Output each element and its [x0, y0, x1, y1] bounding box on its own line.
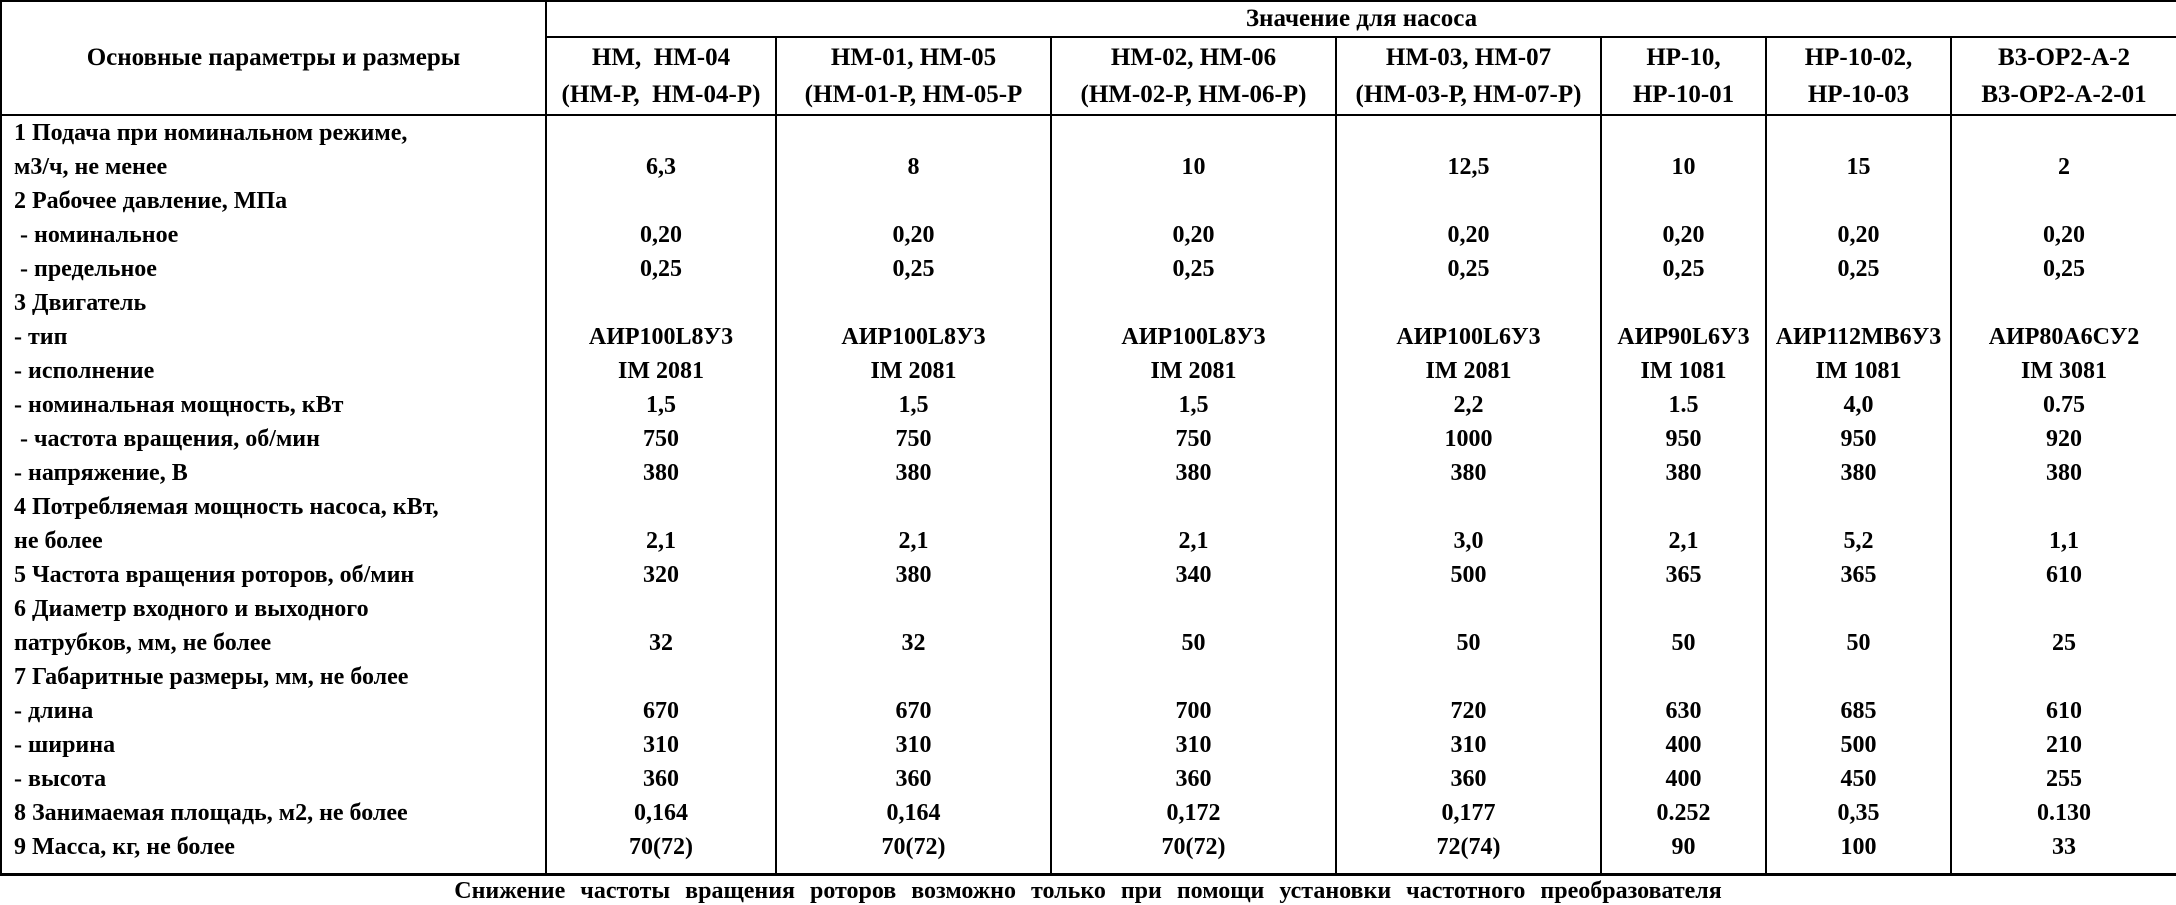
param-label: - длина [1, 694, 546, 728]
table-row [1, 115, 2176, 150]
group-header-row [1, 1, 2176, 37]
value-cell [546, 115, 776, 150]
value-cell: АИР100L8У3 [546, 320, 776, 354]
table-row [1, 354, 2176, 388]
value-cell: 380 [776, 558, 1051, 592]
value-cell [1766, 592, 1951, 626]
value-cell: 610 [1951, 558, 2176, 592]
value-cell: 0,35 [1766, 796, 1951, 830]
value-cell [1601, 490, 1766, 524]
param-label: - номинальная мощность, кВт [1, 388, 546, 422]
value-cell: 210 [1951, 728, 2176, 762]
param-label: 7 Габаритные размеры, мм, не более [1, 660, 546, 694]
value-cell: IM 2081 [546, 354, 776, 388]
table-row [1, 286, 2176, 320]
value-cell: 340 [1051, 558, 1336, 592]
value-cell: 1,5 [1051, 388, 1336, 422]
value-cell: 920 [1951, 422, 2176, 456]
value-cell: IM 2081 [1051, 354, 1336, 388]
value-cell [776, 490, 1051, 524]
value-cell: 0,20 [1951, 218, 2176, 252]
value-cell: 360 [1336, 762, 1601, 796]
value-cell: 1,5 [546, 388, 776, 422]
value-cell: 10 [1051, 150, 1336, 184]
column-header [1766, 37, 1951, 115]
value-cell: 2,1 [776, 524, 1051, 558]
value-cell: 0,25 [1051, 252, 1336, 286]
value-cell [1951, 490, 2176, 524]
value-cell: 950 [1601, 422, 1766, 456]
param-label: 8 Занимаемая площадь, м2, не более [1, 796, 546, 830]
value-cell [1336, 184, 1601, 218]
value-cell: 0,25 [546, 252, 776, 286]
value-cell [546, 184, 776, 218]
value-cell: 0,172 [1051, 796, 1336, 830]
value-cell: 0,25 [1336, 252, 1601, 286]
column-header-line2: (НМ-01-Р, НМ-05-Р [804, 81, 1023, 108]
value-cell [1051, 660, 1336, 694]
table-row [1, 150, 2176, 184]
value-cell: 670 [776, 694, 1051, 728]
value-cell: 70(72) [776, 830, 1051, 874]
value-cell: 15 [1766, 150, 1951, 184]
value-cell [1336, 115, 1601, 150]
param-label: не более [1, 524, 546, 558]
value-cell [1051, 592, 1336, 626]
value-cell: 685 [1766, 694, 1951, 728]
param-label: 1 Подача при номинальном режиме, [1, 115, 546, 150]
value-cell: 500 [1766, 728, 1951, 762]
value-cell [546, 592, 776, 626]
value-cell: 5,2 [1766, 524, 1951, 558]
column-header [1601, 37, 1766, 115]
table-row [1, 830, 2176, 874]
value-cell: IM 2081 [1336, 354, 1601, 388]
column-header [1051, 37, 1336, 115]
value-cell: 670 [546, 694, 776, 728]
value-cell: 33 [1951, 830, 2176, 874]
group-header: Значение для насоса [546, 1, 2176, 37]
value-cell: 500 [1336, 558, 1601, 592]
table-row [1, 388, 2176, 422]
value-cell: 0,25 [776, 252, 1051, 286]
column-header-line1: НР-10-02, [1804, 44, 1913, 71]
value-cell: АИР90L6У3 [1601, 320, 1766, 354]
value-cell: 380 [1951, 456, 2176, 490]
value-cell: 12,5 [1336, 150, 1601, 184]
value-cell: 380 [1051, 456, 1336, 490]
value-cell: 400 [1601, 728, 1766, 762]
value-cell: 50 [1336, 626, 1601, 660]
value-cell: 380 [546, 456, 776, 490]
param-label: - частота вращения, об/мин [1, 422, 546, 456]
value-cell: 2,1 [546, 524, 776, 558]
value-cell: 0,20 [1601, 218, 1766, 252]
table-row [1, 694, 2176, 728]
value-cell [1766, 286, 1951, 320]
column-header-line1: НМ-02, НМ-06 [1110, 44, 1277, 71]
param-label: м3/ч, не менее [1, 150, 546, 184]
value-cell: АИР100L6У3 [1336, 320, 1601, 354]
value-cell: 32 [776, 626, 1051, 660]
value-cell: 2 [1951, 150, 2176, 184]
column-header-line1: В3-ОР2-А-2 [1998, 44, 2130, 71]
param-label: - высота [1, 762, 546, 796]
value-cell [1051, 184, 1336, 218]
value-cell: 380 [1336, 456, 1601, 490]
value-cell: 2,2 [1336, 388, 1601, 422]
table-row [1, 592, 2176, 626]
table-row [1, 796, 2176, 830]
value-cell: 0,25 [1951, 252, 2176, 286]
value-cell: 380 [1766, 456, 1951, 490]
value-cell: IM 1081 [1601, 354, 1766, 388]
column-header [1951, 37, 2176, 115]
table-row [1, 184, 2176, 218]
value-cell [776, 592, 1051, 626]
footnote: Снижение частоты вращения роторов возможно только при помощи установки частотного преобразователя [454, 877, 1722, 904]
param-label: - номинальное [1, 218, 546, 252]
value-cell: 72(74) [1336, 830, 1601, 874]
param-label: 9 Масса, кг, не более [1, 830, 546, 874]
value-cell: 50 [1766, 626, 1951, 660]
value-cell: АИР112МВ6У3 [1766, 320, 1951, 354]
value-cell [1951, 286, 2176, 320]
column-header-line2: В3-ОР2-А-2-01 [1981, 81, 2147, 108]
value-cell [1951, 184, 2176, 218]
value-cell: 0,20 [1051, 218, 1336, 252]
table-row [1, 218, 2176, 252]
value-cell: 6,3 [546, 150, 776, 184]
value-cell [1951, 592, 2176, 626]
value-cell [1601, 286, 1766, 320]
table-row [1, 490, 2176, 524]
table-row [1, 320, 2176, 354]
value-cell [1601, 592, 1766, 626]
value-cell: 950 [1766, 422, 1951, 456]
column-header [1336, 37, 1601, 115]
value-cell [546, 286, 776, 320]
column-header-line2: (НМ-02-Р, НМ-06-Р) [1080, 81, 1307, 108]
value-cell: 365 [1601, 558, 1766, 592]
param-label: 3 Двигатель [1, 286, 546, 320]
value-cell: 450 [1766, 762, 1951, 796]
value-cell: 0,177 [1336, 796, 1601, 830]
value-cell [1766, 490, 1951, 524]
value-cell: IM 3081 [1951, 354, 2176, 388]
value-cell: IM 2081 [776, 354, 1051, 388]
table-row [1, 626, 2176, 660]
value-cell: 255 [1951, 762, 2176, 796]
table-row [1, 422, 2176, 456]
column-header-line1: НМ-03, НМ-07 [1385, 44, 1552, 71]
value-cell [1051, 115, 1336, 150]
value-cell: 2,1 [1051, 524, 1336, 558]
value-cell [1766, 115, 1951, 150]
value-cell [1051, 286, 1336, 320]
param-label: 5 Частота вращения роторов, об/мин [1, 558, 546, 592]
value-cell: 32 [546, 626, 776, 660]
value-cell: 0,20 [776, 218, 1051, 252]
table-row [1, 456, 2176, 490]
value-cell: 0.252 [1601, 796, 1766, 830]
value-cell: 0,20 [1336, 218, 1601, 252]
value-cell: 4,0 [1766, 388, 1951, 422]
value-cell [1051, 490, 1336, 524]
value-cell [1766, 660, 1951, 694]
value-cell: 3,0 [1336, 524, 1601, 558]
value-cell [1601, 184, 1766, 218]
value-cell: 8 [776, 150, 1051, 184]
param-label: - предельное [1, 252, 546, 286]
column-header-line2: (НМ-Р, НМ-04-Р) [561, 81, 761, 108]
value-cell [1951, 660, 2176, 694]
value-cell [1336, 660, 1601, 694]
value-cell: 0,25 [1766, 252, 1951, 286]
value-cell [1336, 490, 1601, 524]
value-cell: 750 [1051, 422, 1336, 456]
column-header-line2: НР-10-01 [1632, 81, 1735, 108]
value-cell: 750 [776, 422, 1051, 456]
value-cell: 25 [1951, 626, 2176, 660]
column-header [776, 37, 1051, 115]
value-cell: 310 [546, 728, 776, 762]
value-cell: 360 [776, 762, 1051, 796]
value-cell: 1.5 [1601, 388, 1766, 422]
param-label: 4 Потребляемая мощность насоса, кВт, [1, 490, 546, 524]
value-cell: 1,5 [776, 388, 1051, 422]
value-cell [1766, 184, 1951, 218]
value-cell: 0,164 [546, 796, 776, 830]
table-row [1, 252, 2176, 286]
column-header-line2: НР-10-03 [1807, 81, 1910, 108]
value-cell: 750 [546, 422, 776, 456]
value-cell: 0,20 [1766, 218, 1951, 252]
value-cell: 310 [1051, 728, 1336, 762]
value-cell [776, 184, 1051, 218]
value-cell: 310 [1336, 728, 1601, 762]
value-cell: АИР100L8У3 [776, 320, 1051, 354]
value-cell: 630 [1601, 694, 1766, 728]
table-row [1, 660, 2176, 694]
value-cell: 1,1 [1951, 524, 2176, 558]
value-cell: 365 [1766, 558, 1951, 592]
value-cell: 610 [1951, 694, 2176, 728]
params-column-header: Основные параметры и размеры [1, 1, 546, 115]
value-cell: 0,20 [546, 218, 776, 252]
value-cell [1336, 592, 1601, 626]
value-cell [776, 660, 1051, 694]
value-cell: 380 [776, 456, 1051, 490]
table-row [1, 728, 2176, 762]
value-cell: 700 [1051, 694, 1336, 728]
value-cell: 50 [1051, 626, 1336, 660]
value-cell: 0.130 [1951, 796, 2176, 830]
value-cell: 320 [546, 558, 776, 592]
column-header-line1: НР-10, [1646, 44, 1721, 71]
value-cell: 0,25 [1601, 252, 1766, 286]
value-cell [546, 490, 776, 524]
value-cell [1601, 660, 1766, 694]
value-cell: 70(72) [546, 830, 776, 874]
param-label: - тип [1, 320, 546, 354]
value-cell: 90 [1601, 830, 1766, 874]
value-cell [1601, 115, 1766, 150]
value-cell: 2,1 [1601, 524, 1766, 558]
value-cell: 10 [1601, 150, 1766, 184]
value-cell: 400 [1601, 762, 1766, 796]
value-cell: 360 [546, 762, 776, 796]
column-header-line1: НМ-01, НМ-05 [830, 44, 997, 71]
value-cell [1336, 286, 1601, 320]
value-cell [776, 286, 1051, 320]
value-cell: АИР100L8У3 [1051, 320, 1336, 354]
param-label: - напряжение, В [1, 456, 546, 490]
value-cell: 310 [776, 728, 1051, 762]
value-cell: 100 [1766, 830, 1951, 874]
param-label: 6 Диаметр входного и выходного [1, 592, 546, 626]
param-label: - ширина [1, 728, 546, 762]
value-cell [776, 115, 1051, 150]
value-cell: 0.75 [1951, 388, 2176, 422]
table-row [1, 558, 2176, 592]
column-header-line1: НМ, НМ-04 [591, 44, 731, 71]
value-cell [1951, 115, 2176, 150]
table-header [1, 1, 2176, 115]
table-row [1, 524, 2176, 558]
value-cell: АИР80А6СУ2 [1951, 320, 2176, 354]
value-cell: 0,164 [776, 796, 1051, 830]
value-cell: 1000 [1336, 422, 1601, 456]
value-cell: 70(72) [1051, 830, 1336, 874]
value-cell [546, 660, 776, 694]
value-cell: 380 [1601, 456, 1766, 490]
param-label: 2 Рабочее давление, МПа [1, 184, 546, 218]
value-cell: 50 [1601, 626, 1766, 660]
param-label: - исполнение [1, 354, 546, 388]
column-header-line2: (НМ-03-Р, НМ-07-Р) [1355, 81, 1582, 108]
value-cell: 360 [1051, 762, 1336, 796]
column-header [546, 37, 776, 115]
table-row [1, 762, 2176, 796]
param-label: патрубков, мм, не более [1, 626, 546, 660]
value-cell: 720 [1336, 694, 1601, 728]
table-body [1, 115, 2176, 874]
value-cell: IM 1081 [1766, 354, 1951, 388]
